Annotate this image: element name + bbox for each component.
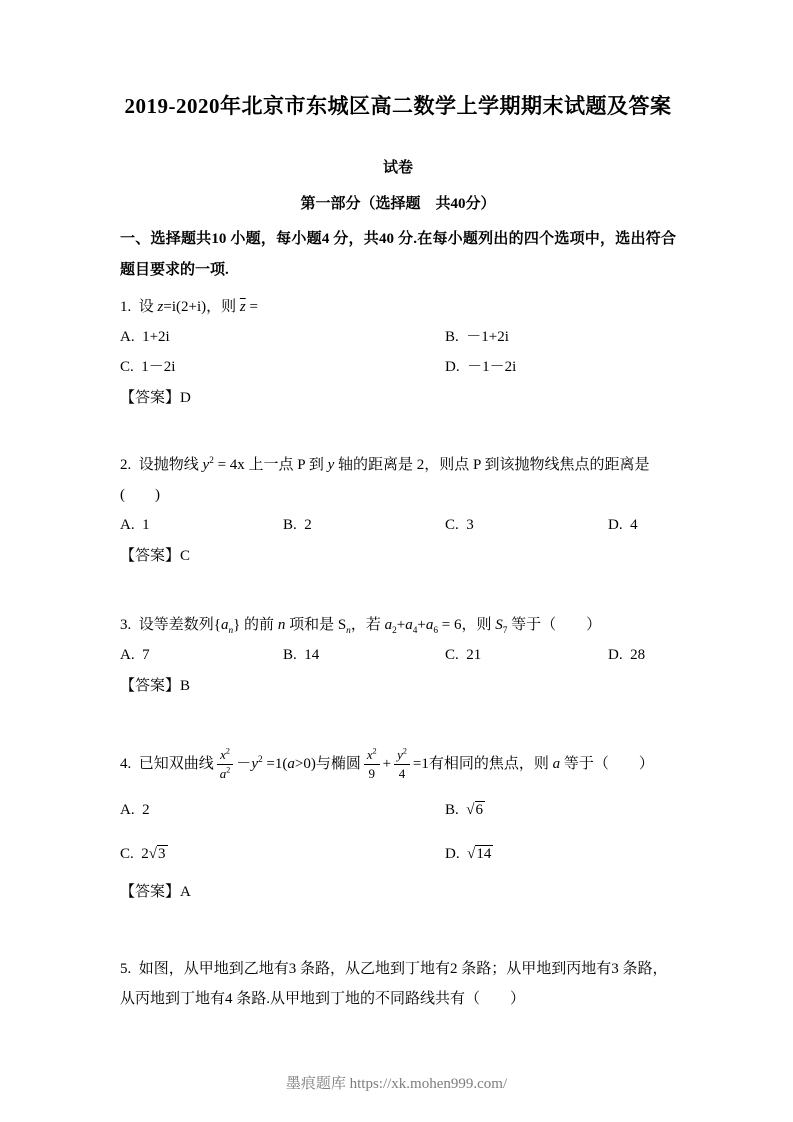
question-3-options xyxy=(120,640,676,670)
question-1-options xyxy=(120,322,676,382)
question-4-option-a: A. 2 xyxy=(120,802,150,819)
question-4-answer: 【答案】A xyxy=(120,884,191,901)
question-5-stem: 5. 如图，从甲地到乙地有3 条路，从乙地到丁地有2 条路；从甲地到丙地有3 条路，从丙地到丁地有4 条路.从甲地到丁地的不同路线共有（ ） xyxy=(120,961,668,1008)
paper-label: 试卷 xyxy=(382,160,413,177)
question-3 xyxy=(120,610,676,700)
question-2 xyxy=(120,450,676,570)
question-4-option-b: B. √6 xyxy=(445,802,483,819)
question-2-stem: 2. 设抛物线 $y^2 = 4x$ 上一点 P 到 y 轴的距离是 2，则点 P 到该抛物线焦点的距离是( ) xyxy=(120,456,650,504)
question-1-stem: 1. 设 z=i(2+i)，则 $\overline{z}$ = xyxy=(120,299,258,316)
question-4-stem: 4. 已知双曲线 $\frac{x^2}{a^2}$ $-y^2 =1(a>0)$与椭圆 $\frac{x^2}{9}$ + $\frac{y^2}{4}$ =1有相同的焦点，则 a 等于（ ） xyxy=(120,746,654,782)
question-3-option-b: B. 14 xyxy=(283,647,320,664)
question-3-option-d: D. 28 xyxy=(608,647,646,664)
section-instructions: 一、选择题共10 小题，每小题4 分，共40 分.在每小题列出的四个选项中，选出符合题目要求的一项. xyxy=(120,231,676,279)
question-1-option-d: D. －1－2i xyxy=(445,359,517,376)
question-2-answer: 【答案】C xyxy=(120,548,191,565)
question-3-stem: 3. 设等差数列$\{a_n\}$ 的前 n 项和是 $S_n$，若 $a_2+a_4+a_6 = 6$，则 $S_7$ 等于（ ） xyxy=(120,617,602,637)
question-1 xyxy=(120,292,676,412)
question-1-option-b: B. －1+2i xyxy=(445,329,509,346)
question-1-option-a: A. 1+2i xyxy=(120,329,170,346)
question-3-answer: 【答案】B xyxy=(120,678,191,695)
document-title: 2019-2020年北京市东城区高二数学上学期期末试题及答案 xyxy=(124,94,672,118)
footer-link[interactable]: https://xk.mohen999.com/ xyxy=(349,1076,508,1092)
question-5 xyxy=(120,954,676,1014)
question-4-option-c: C. 2√3 xyxy=(120,846,166,863)
question-2-option-d: D. 4 xyxy=(608,517,638,534)
question-2-option-a: A. 1 xyxy=(120,517,150,534)
question-2-options xyxy=(120,510,676,540)
question-1-option-c: C. 1－2i xyxy=(120,359,176,376)
footer-watermark xyxy=(0,1074,793,1094)
question-1-answer: 【答案】D xyxy=(120,390,191,407)
question-4 xyxy=(120,740,676,906)
question-2-option-c: C. 3 xyxy=(445,517,474,534)
footer-site-label: 墨痕题库 xyxy=(285,1076,346,1092)
question-4-options xyxy=(120,788,676,876)
question-2-option-b: B. 2 xyxy=(283,517,312,534)
question-3-option-c: C. 21 xyxy=(445,647,482,664)
question-3-option-a: A. 7 xyxy=(120,647,150,664)
section-header: 第一部分（选择题 共40分） xyxy=(300,196,496,213)
question-4-option-d: D. √14 xyxy=(445,846,492,863)
